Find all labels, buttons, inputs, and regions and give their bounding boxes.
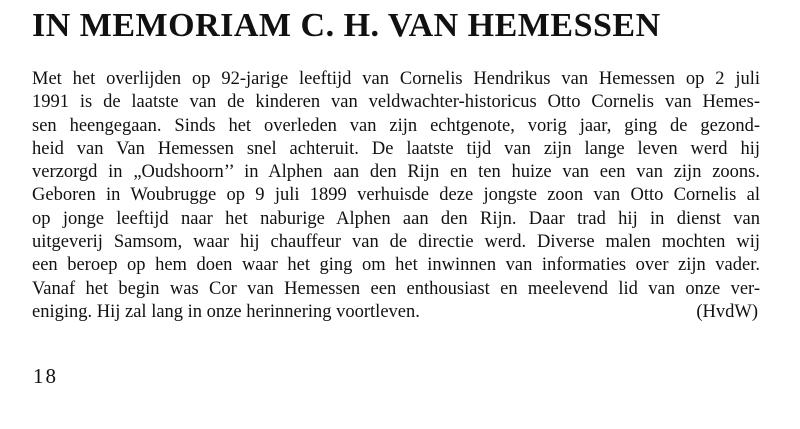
article-title: IN MEMORIAM C. H. VAN HEMESSEN <box>32 7 661 44</box>
body-line-last: eniging. Hij zal lang in onze herinnering voortleven. <box>32 301 420 322</box>
closing-line <box>32 301 760 324</box>
author-signature: (HvdW) <box>696 301 758 322</box>
body-line: een beroep op hem doen waar het ging om het inwinnen van informaties over zijn vader. <box>32 255 760 276</box>
page-number: 18 <box>33 364 58 388</box>
body-line: Vanaf het begin was Cor van Hemessen een enthousiast en meelevend lid van onze ver- <box>32 278 760 299</box>
body-line: Met het overlijden op 92-jarige leeftijd van Cornelis Hendrikus van Hemessen op 2 juli <box>32 69 760 89</box>
body-line: op jonge leeftijd naar het naburige Alphen aan den Rijn. Daar trad hij in dienst van <box>32 208 760 229</box>
body-line: verzorgd in „Oudshoorn’’ in Alphen aan den Rijn en ten huize van een van zijn zoons. <box>32 162 760 183</box>
body-line: heid van Van Hemessen snel achteruit. De laatste tijd van zijn lange leven werd hij <box>32 138 760 159</box>
body-line: sen heengegaan. Sinds het overleden van zijn echtgenote, vorig jaar, ging de gezond- <box>32 115 760 136</box>
body-line: uitgeverij Samsom, waar hij chauffeur van de directie werd. Diverse malen mochten wij <box>32 232 760 253</box>
body-line: 1991 is de laatste van de kinderen van veldwachter-historicus Otto Cornelis van Hemes- <box>32 92 760 113</box>
body-line: Geboren in Woubrugge op 9 juli 1899 verhuisde deze jongste zoon van Otto Cornelis al <box>32 185 760 206</box>
article-body <box>32 68 760 324</box>
